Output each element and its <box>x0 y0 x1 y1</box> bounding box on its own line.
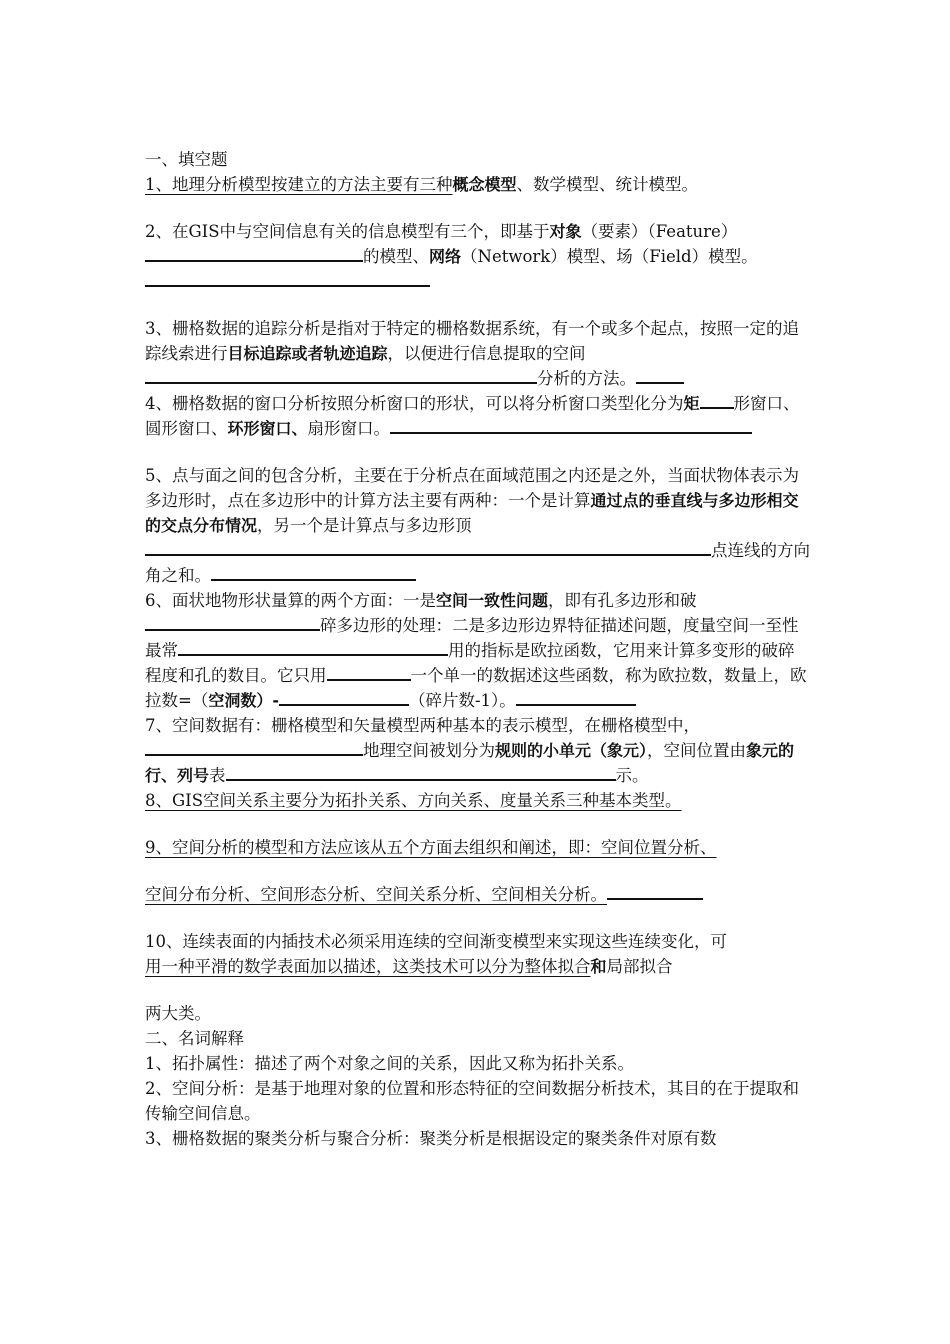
question-10-text-c: 局部拟合 <box>606 957 673 976</box>
blank-line <box>226 765 616 781</box>
blank-line <box>145 740 363 756</box>
blank-line <box>178 640 448 656</box>
blank-line <box>145 615 320 631</box>
answer-9: 空间分布分析、空间形态分析、空间关系分析、空间相关分析。 <box>145 885 607 904</box>
blank-line <box>516 690 636 706</box>
question-2-text-c: （要素）（Feature） <box>581 222 738 241</box>
answer-4b: 环形窗口、 <box>227 419 308 438</box>
answer-4a: 矩 <box>683 394 700 413</box>
answer-6b: 空洞数）- <box>208 691 279 710</box>
question-3-text-d: 分析的方法。 <box>537 369 636 388</box>
blank-line <box>700 393 734 409</box>
question-1 <box>145 172 810 197</box>
question-2-text-e: （Network）模型、场（Field）模型。 <box>461 247 758 266</box>
question-9-answer-line <box>145 882 810 907</box>
question-6-text-a: 6、面状地物形状量算的两个方面：一是 <box>145 591 436 610</box>
question-2-text-d: 的模型、 <box>363 247 429 266</box>
blank-line <box>327 665 411 681</box>
question-6 <box>145 588 810 713</box>
blank-line <box>145 540 711 556</box>
question-3-text-c: ，以便进行信息提取的空间 <box>387 344 586 363</box>
question-5 <box>145 463 810 588</box>
question-7-text-a: 7、空间数据有：栅格模型和矢量模型两种基本的表示模型，在栅格模型中， <box>145 716 700 735</box>
blank-line <box>636 368 684 384</box>
definition-1: 1、拓扑属性：描述了两个对象之间的关系，因此又称为拓扑关系。 <box>145 1054 634 1073</box>
question-9 <box>145 835 810 860</box>
answer-7a: 规则的小单元（象元） <box>495 741 648 760</box>
question-3 <box>145 316 810 391</box>
question-6-text-e: 用的指标是欧拉函数，它用来计算多变形的破碎程度和孔的数目。它只用 <box>145 641 795 685</box>
definition-3: 3、栅格数据的聚类分析与聚合分析：聚类分析是根据设定的聚类条件对原有数 <box>145 1129 717 1148</box>
question-10 <box>145 929 810 954</box>
definition-2: 2、空间分析：是基于地理对象的位置和形态特征的空间数据分析技术，其目的在于提取和传输空间信息。 <box>145 1079 799 1123</box>
answer-2a: 对象 <box>549 222 582 241</box>
question-1-tail: 、数学模型、统计模型。 <box>516 175 699 194</box>
question-6-text-c: ，即有孔多边形和破 <box>548 591 697 610</box>
answer-6a: 空间一致性问题 <box>436 591 549 610</box>
question-7 <box>145 713 810 788</box>
section-title-fill-blank: 一、填空题 <box>145 150 228 169</box>
answer-2b: 网络 <box>429 247 462 266</box>
question-10-line-2 <box>145 954 810 979</box>
blank-line <box>145 368 537 384</box>
blank-line <box>279 690 409 706</box>
question-2 <box>145 219 810 294</box>
question-4-text-c: 形窗口、圆形窗口、 <box>145 394 800 438</box>
blank-line <box>211 565 416 581</box>
question-7-text-b: 地理空间被划分为 <box>363 741 495 760</box>
question-10-line-3: 两大类。 <box>145 1004 211 1023</box>
question-3-text-a: 3、栅格数据的追踪分析是指对于特定的栅格数据系统，有一个或多个起点，按照一定的追踪线索进行 <box>145 319 799 363</box>
question-4-text-d: 扇形窗口。 <box>307 419 391 438</box>
section-title-definitions: 二、名词解释 <box>145 1029 244 1048</box>
blank-line <box>620 418 752 434</box>
question-1-text: 1、地理分析模型按建立的方法主要有三种 <box>145 175 453 194</box>
question-6-text-g: （碎片数-1）。 <box>408 691 516 710</box>
blank-line <box>145 246 363 262</box>
blank-line <box>607 884 703 900</box>
answer-1: 概念模型 <box>452 175 517 194</box>
question-5-text-a: 5、点与面之间的包含分析，主要在于分析点在面域范围之内还是之外，当面状物体表示为多边形时，点在多边形中的计算方法主要有两种：一个是计算 <box>145 466 799 510</box>
question-2-text-a: 2、在GIS中与空间信息有关的信息模型有三个，即基于 <box>145 222 550 241</box>
question-7-text-e: 示。 <box>615 766 649 785</box>
question-5-text-d: 点连线的方向角之和。 <box>145 541 810 585</box>
question-10-bold: 和 <box>590 957 607 976</box>
question-7-text-d: 表 <box>209 766 226 785</box>
document-page <box>145 147 810 1151</box>
question-10-text-b: 用一种平滑的数学表面加以描述，这类技术可以分为整体拟合 <box>145 957 591 976</box>
question-6-text-d: 碎多边形的处理：二是多边形边界特征描述问题，度量空间一至性最常 <box>145 616 799 660</box>
blank-line <box>145 271 430 287</box>
question-4 <box>145 391 810 441</box>
question-4-text-a: 4、栅格数据的窗口分析按照分析窗口的形状，可以将分析窗口类型化分为 <box>145 394 684 413</box>
blank-line <box>390 418 620 434</box>
answer-5: 通过点的垂直线与多边形相交的交点分布情况 <box>145 491 799 535</box>
question-8 <box>145 788 810 813</box>
question-8-text: 8、GIS空间关系主要分为拓扑关系、方向关系、度量关系三种基本类型。 <box>145 791 682 810</box>
answer-3: 目标追踪或者轨迹追踪 <box>227 344 388 363</box>
answer-7b: 象元的行、列号 <box>145 741 795 785</box>
question-7-text-c: ，空间位置由 <box>647 741 747 760</box>
question-10-text-a: 10、连续表面的内插技术必须采用连续的空间渐变模型来实现这些连续变化，可 <box>145 932 727 951</box>
question-9-text-a: 9、空间分析的模型和方法应该从五个方面去组织和阐述，即：空间位置分析、 <box>145 838 717 857</box>
question-5-text-c: ，另一个是计算点与多边形顶 <box>257 516 472 535</box>
question-6-text-f: 一个单一的数据述这些函数，称为欧拉数，数量上，欧拉数=（ <box>145 666 807 710</box>
